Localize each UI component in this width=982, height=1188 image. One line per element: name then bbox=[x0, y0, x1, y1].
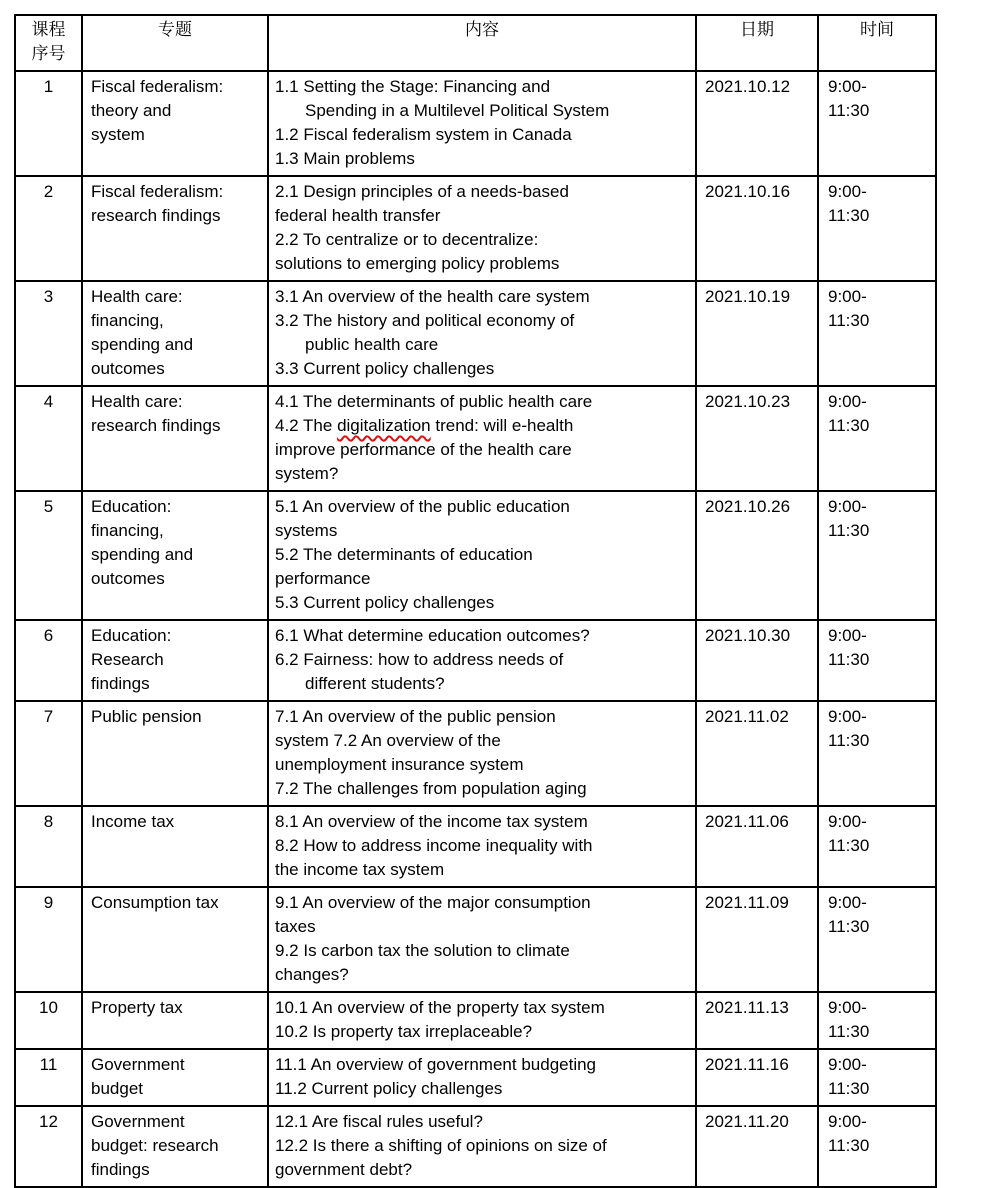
time-line: 11:30 bbox=[828, 101, 870, 120]
table-row bbox=[15, 386, 936, 491]
time-cell bbox=[818, 176, 936, 281]
course-number-cell: 11 bbox=[15, 1049, 82, 1106]
time-line: 9:00- bbox=[828, 392, 867, 411]
course-number-cell: 12 bbox=[15, 1106, 82, 1187]
time-cell bbox=[818, 806, 936, 887]
time-line: 9:00- bbox=[828, 1055, 867, 1074]
date-cell: 2021.11.13 bbox=[696, 992, 818, 1049]
header-course-number-line2: 序号 bbox=[31, 44, 66, 63]
content-line: government debt? bbox=[275, 1160, 413, 1179]
time-cell bbox=[818, 386, 936, 491]
header-date: 日期 bbox=[696, 15, 818, 71]
topic-line: Health care: bbox=[91, 287, 183, 306]
time-line: 11:30 bbox=[828, 206, 870, 225]
topic-line: budget: research bbox=[91, 1136, 219, 1155]
content-line: 4.1 The determinants of public health care bbox=[275, 392, 593, 411]
time-cell bbox=[818, 71, 936, 176]
date-cell: 2021.11.02 bbox=[696, 701, 818, 806]
topic-line: Consumption tax bbox=[91, 893, 219, 912]
content-line: 11.2 Current policy challenges bbox=[275, 1079, 503, 1098]
content-line: 5.3 Current policy challenges bbox=[275, 593, 495, 612]
course-number-cell: 10 bbox=[15, 992, 82, 1049]
course-number-cell: 7 bbox=[15, 701, 82, 806]
content-line: 1.2 Fiscal federalism system in Canada bbox=[275, 125, 572, 144]
time-cell bbox=[818, 1049, 936, 1106]
time-line: 11:30 bbox=[828, 650, 870, 669]
table-row bbox=[15, 701, 936, 806]
content-line: 10.1 An overview of the property tax system bbox=[275, 998, 605, 1017]
course-number-cell: 5 bbox=[15, 491, 82, 620]
time-line: 11:30 bbox=[828, 836, 870, 855]
topic-line: spending and bbox=[91, 545, 194, 564]
topic-cell bbox=[82, 701, 268, 806]
content-cell bbox=[268, 491, 696, 620]
topic-line: Health care: bbox=[91, 392, 183, 411]
table-row bbox=[15, 1049, 936, 1106]
topic-line: financing, bbox=[91, 311, 164, 330]
course-number-cell: 1 bbox=[15, 71, 82, 176]
topic-line: Property tax bbox=[91, 998, 183, 1017]
topic-line: Government bbox=[91, 1112, 185, 1131]
table-row bbox=[15, 176, 936, 281]
topic-cell bbox=[82, 1049, 268, 1106]
date-cell: 2021.11.09 bbox=[696, 887, 818, 992]
topic-line: research findings bbox=[91, 206, 221, 225]
topic-line: theory and bbox=[91, 101, 172, 120]
table-row bbox=[15, 620, 936, 701]
content-cell bbox=[268, 620, 696, 701]
content-line: taxes bbox=[275, 917, 316, 936]
topic-line: Education: bbox=[91, 626, 172, 645]
header-course-number-line1: 课程 bbox=[31, 20, 66, 39]
content-line: changes? bbox=[275, 965, 349, 984]
topic-line: outcomes bbox=[91, 569, 165, 588]
time-line: 11:30 bbox=[828, 731, 870, 750]
topic-cell bbox=[82, 281, 268, 386]
table-row bbox=[15, 71, 936, 176]
content-line: 2.1 Design principles of a needs-based bbox=[275, 182, 569, 201]
table-row bbox=[15, 806, 936, 887]
content-line: 5.2 The determinants of education bbox=[275, 545, 533, 564]
table-row bbox=[15, 887, 936, 992]
time-line: 9:00- bbox=[828, 893, 867, 912]
time-line: 11:30 bbox=[828, 1022, 870, 1041]
topic-line: research findings bbox=[91, 416, 221, 435]
header-time: 时间 bbox=[818, 15, 936, 71]
time-line: 11:30 bbox=[828, 311, 870, 330]
content-line: system? bbox=[275, 464, 339, 483]
time-line: 11:30 bbox=[828, 917, 870, 936]
topic-line: Research bbox=[91, 650, 164, 669]
topic-line: budget bbox=[91, 1079, 143, 1098]
course-number-cell: 6 bbox=[15, 620, 82, 701]
date-cell: 2021.10.16 bbox=[696, 176, 818, 281]
topic-cell bbox=[82, 1106, 268, 1187]
content-cell bbox=[268, 176, 696, 281]
topic-cell bbox=[82, 71, 268, 176]
content-line bbox=[275, 414, 691, 438]
header-topic: 专题 bbox=[82, 15, 268, 71]
time-line: 9:00- bbox=[828, 182, 867, 201]
course-number-cell: 2 bbox=[15, 176, 82, 281]
content-cell bbox=[268, 386, 696, 491]
topic-cell bbox=[82, 620, 268, 701]
header-course-number bbox=[15, 15, 82, 71]
content-line: federal health transfer bbox=[275, 206, 441, 225]
content-line: system 7.2 An overview of the bbox=[275, 731, 501, 750]
content-line: solutions to emerging policy problems bbox=[275, 254, 560, 273]
time-cell bbox=[818, 491, 936, 620]
topic-cell bbox=[82, 887, 268, 992]
course-number-cell: 4 bbox=[15, 386, 82, 491]
content-line: performance bbox=[275, 569, 371, 588]
content-line: unemployment insurance system bbox=[275, 755, 524, 774]
time-line: 11:30 bbox=[828, 521, 870, 540]
header-content: 内容 bbox=[268, 15, 696, 71]
content-line: 9.1 An overview of the major consumption bbox=[275, 893, 591, 912]
topic-line: system bbox=[91, 125, 145, 144]
date-cell: 2021.10.23 bbox=[696, 386, 818, 491]
time-line: 9:00- bbox=[828, 626, 867, 645]
time-cell bbox=[818, 1106, 936, 1187]
topic-cell bbox=[82, 806, 268, 887]
spellcheck-squiggle-text: digitalization bbox=[337, 416, 431, 435]
time-line: 9:00- bbox=[828, 77, 867, 96]
time-line: 11:30 bbox=[828, 1079, 870, 1098]
time-cell bbox=[818, 620, 936, 701]
time-line: 9:00- bbox=[828, 1112, 867, 1131]
time-cell bbox=[818, 701, 936, 806]
table-row bbox=[15, 1106, 936, 1187]
time-line: 11:30 bbox=[828, 1136, 870, 1155]
table-row bbox=[15, 491, 936, 620]
content-line: 8.1 An overview of the income tax system bbox=[275, 812, 588, 831]
table-row bbox=[15, 281, 936, 386]
time-cell bbox=[818, 992, 936, 1049]
topic-line: Public pension bbox=[91, 707, 202, 726]
content-cell bbox=[268, 1106, 696, 1187]
course-number-cell: 8 bbox=[15, 806, 82, 887]
content-line: Spending in a Multilevel Political System bbox=[305, 101, 610, 120]
topic-line: outcomes bbox=[91, 359, 165, 378]
topic-line: financing, bbox=[91, 521, 164, 540]
date-cell: 2021.10.26 bbox=[696, 491, 818, 620]
course-number-cell: 9 bbox=[15, 887, 82, 992]
topic-line: Fiscal federalism: bbox=[91, 182, 224, 201]
course-number-cell: 3 bbox=[15, 281, 82, 386]
content-line: public health care bbox=[305, 335, 439, 354]
content-line: 12.2 Is there a shifting of opinions on size of bbox=[275, 1136, 607, 1155]
topic-cell bbox=[82, 491, 268, 620]
content-line: 6.1 What determine education outcomes? bbox=[275, 626, 590, 645]
time-line: 9:00- bbox=[828, 287, 867, 306]
time-line: 9:00- bbox=[828, 998, 867, 1017]
content-line: systems bbox=[275, 521, 338, 540]
content-line: 9.2 Is carbon tax the solution to climate bbox=[275, 941, 570, 960]
content-line: 8.2 How to address income inequality with bbox=[275, 836, 593, 855]
time-line: 11:30 bbox=[828, 416, 870, 435]
content-cell bbox=[268, 887, 696, 992]
content-cell bbox=[268, 701, 696, 806]
content-line: the income tax system bbox=[275, 860, 445, 879]
content-line: 6.2 Fairness: how to address needs of bbox=[275, 650, 564, 669]
content-cell bbox=[268, 1049, 696, 1106]
course-schedule-table bbox=[14, 14, 937, 1188]
content-line: improve performance of the health care bbox=[275, 440, 572, 459]
date-cell: 2021.10.12 bbox=[696, 71, 818, 176]
topic-line: findings bbox=[91, 674, 150, 693]
time-cell bbox=[818, 887, 936, 992]
content-line: 7.1 An overview of the public pension bbox=[275, 707, 556, 726]
content-cell bbox=[268, 992, 696, 1049]
time-line: 9:00- bbox=[828, 497, 867, 516]
date-cell: 2021.11.06 bbox=[696, 806, 818, 887]
date-cell: 2021.10.19 bbox=[696, 281, 818, 386]
content-text: 4.2 The bbox=[275, 416, 338, 435]
content-line: 7.2 The challenges from population aging bbox=[275, 779, 587, 798]
content-line: 3.3 Current policy challenges bbox=[275, 359, 495, 378]
content-text: trend: will e-health bbox=[430, 416, 574, 435]
content-line: 5.1 An overview of the public education bbox=[275, 497, 570, 516]
header-row bbox=[15, 15, 936, 71]
content-cell bbox=[268, 281, 696, 386]
time-line: 9:00- bbox=[828, 707, 867, 726]
content-line: 1.3 Main problems bbox=[275, 149, 415, 168]
date-cell: 2021.11.20 bbox=[696, 1106, 818, 1187]
topic-line: findings bbox=[91, 1160, 150, 1179]
table-row bbox=[15, 992, 936, 1049]
topic-cell bbox=[82, 176, 268, 281]
content-line: 12.1 Are fiscal rules useful? bbox=[275, 1112, 483, 1131]
content-line: 11.1 An overview of government budgeting bbox=[275, 1055, 597, 1074]
date-cell: 2021.10.30 bbox=[696, 620, 818, 701]
topic-line: Education: bbox=[91, 497, 172, 516]
topic-cell bbox=[82, 386, 268, 491]
topic-cell bbox=[82, 992, 268, 1049]
time-cell bbox=[818, 281, 936, 386]
content-line: 1.1 Setting the Stage: Financing and bbox=[275, 77, 551, 96]
topic-line: Income tax bbox=[91, 812, 175, 831]
content-cell bbox=[268, 71, 696, 176]
topic-line: Fiscal federalism: bbox=[91, 77, 224, 96]
content-line: 3.2 The history and political economy of bbox=[275, 311, 575, 330]
date-cell: 2021.11.16 bbox=[696, 1049, 818, 1106]
time-line: 9:00- bbox=[828, 812, 867, 831]
content-line: 10.2 Is property tax irreplaceable? bbox=[275, 1022, 533, 1041]
content-line: different students? bbox=[305, 674, 445, 693]
topic-line: spending and bbox=[91, 335, 194, 354]
content-line: 3.1 An overview of the health care system bbox=[275, 287, 590, 306]
schedule-table bbox=[14, 14, 937, 1188]
content-line: 2.2 To centralize or to decentralize: bbox=[275, 230, 539, 249]
content-cell bbox=[268, 806, 696, 887]
topic-line: Government bbox=[91, 1055, 185, 1074]
